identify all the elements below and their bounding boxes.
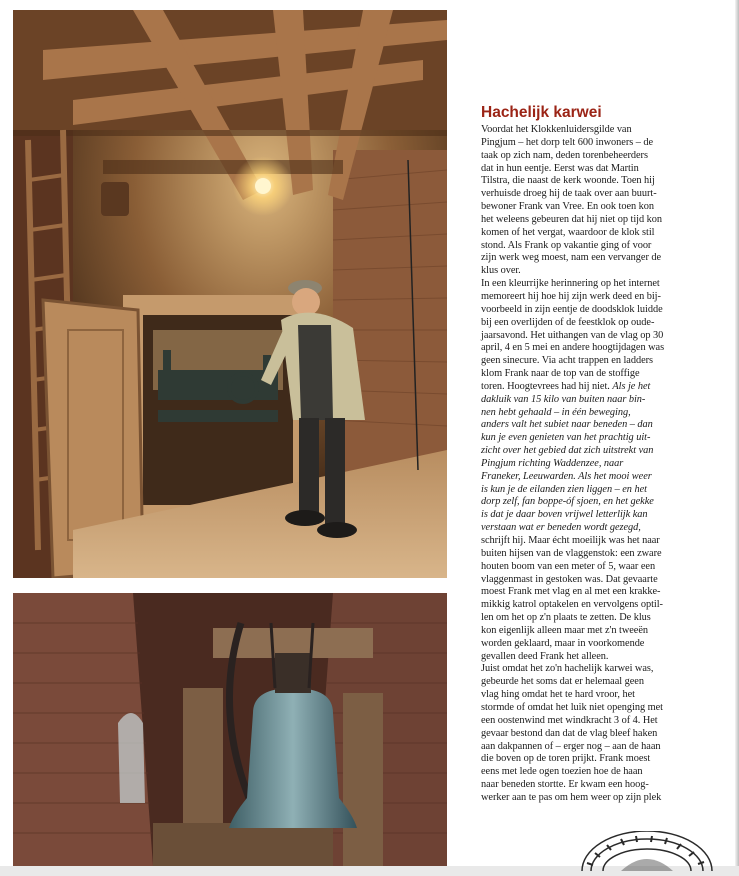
text-line: gebeurde het soms dat er helemaal geen [481, 676, 644, 688]
gear-stamp-icon [577, 831, 717, 871]
text-line: Pingjum richting Waddenzee, naar [481, 457, 624, 469]
text-line: gevaar bestond dan dat de vlag bleef haken [481, 727, 658, 739]
text-line: Juist omdat het zo'n hachelijk karwei was, [481, 663, 654, 675]
text-line: buiten hijsen van de vlaggenstok: een zware [481, 547, 662, 559]
text-line: is kun je de eilanden zien liggen – en het [481, 483, 647, 495]
text-line: naar beneden stortte. Er kwam een hoog- [481, 779, 649, 791]
text-line: dorp zelf, fan boppe-óf sjoen, en het gekke [481, 496, 654, 508]
text-line: werker aan te pas om hem weer op zijn plek [481, 791, 662, 803]
clock-room-photo [13, 10, 447, 578]
text-line: stond. Als Frank op vakantie ging of voor [481, 239, 652, 251]
text-line: voorbeeld in zijn eentje de doodsklok luidde [481, 303, 663, 315]
text-line: In een kleurrijke herinnering op het internet [481, 278, 660, 290]
text-line: Pingjum – het dorp telt 600 inwoners – de [481, 136, 654, 148]
text-line: een oostenwind met windkracht 3 of 4. Het [481, 714, 658, 726]
text-line: verstaan wat er beneden wordt gezegd, [481, 522, 641, 534]
text-line: moest Frank met vlag en al met een krakke- [481, 586, 661, 598]
article-paragraph [481, 124, 693, 278]
text-line: dat in hun eentje. Eerst was dat Martin [481, 162, 639, 174]
text-line: schrijft hij. Maar écht moeilijk was het naar [481, 535, 660, 546]
text-line: zijn werk weg moest, nam een vervanger de [481, 252, 662, 264]
text-line: klus over. [481, 265, 521, 277]
text-line: worden geklaard, maar in voorkomende [481, 637, 645, 649]
text-line: eens met lede ogen toezien hoe de haan [481, 766, 643, 778]
text-line: kon eigenlijk alleen maar met z'n tweeën [481, 624, 649, 636]
text-line: memoreert hij hoe hij zijn werk deed en bij- [481, 290, 661, 302]
text-line: gevallen deed Frank het alleen. [481, 650, 609, 662]
text-line: len om het op z'n plaats te zetten. De klus [481, 612, 651, 624]
text-line: anders valt het subiet naar beneden – dan [481, 419, 653, 431]
text-line: verhuisde droeg hij de taak over aan buurt- [481, 188, 657, 200]
text-line: april, 4 en 5 mei en andere hoogtijdagen was [481, 342, 665, 354]
text-line: bewoner Frank van Vree. En ook toen kon [481, 201, 655, 213]
text-line: bij een overlijden of de feestklok op oude- [481, 316, 655, 328]
text-line: klom Frank naar de top van de stoffige [481, 368, 640, 380]
text-line: Franeker, Leeuwarden. Als het mooi weer [481, 470, 652, 482]
text-line: stormde of omdat het luik niet openging met [481, 701, 663, 713]
article-paragraph [481, 278, 693, 663]
text-line: Voordat het Klokkenluidersgilde van [481, 124, 632, 135]
text-line: jaarsavond. Het uithangen van de vlag op 30 [481, 329, 664, 341]
text-line: nen hebt gehaald – in één beweging, [481, 406, 631, 418]
text-line: geen sinecure. Via acht trappen en ladders [481, 355, 653, 367]
text-line: taak op zich nam, deden torenbeheerders [481, 149, 648, 161]
text-line: toren. Hoogtevrees had hij niet. Als je het [481, 380, 651, 392]
article-paragraph [481, 663, 693, 804]
text-line: Tilstra, die naast de kerk woonde. Toen hij [481, 175, 655, 187]
article-column [481, 104, 693, 805]
bell-photo [13, 593, 447, 866]
text-line: is dat je daar boven vrijwel letterlijk kan [481, 509, 648, 521]
article-body [481, 124, 693, 805]
text-line: kun je even genieten van het prachtig uit- [481, 432, 651, 444]
text-line: vlaggenmast in gestoken was. Dat gevaarte [481, 573, 658, 585]
text-line: komen of het vergat, waardoor de klok stil [481, 226, 655, 238]
text-line: mikkig katrol optakelen en vervolgens optil- [481, 599, 663, 611]
text-line: houten boom van een meter of 5, waar een [481, 560, 656, 572]
text-line: die boven op de toren prijkt. Frank moest [481, 753, 651, 765]
text-line: aan dakpannen of – erger nog – aan de haan [481, 740, 661, 752]
text-line: zicht over het gebied dat zich uitstrekt van [481, 445, 654, 457]
text-line: dakluik van 15 kilo van buiten naar bin- [481, 393, 646, 405]
article-headline: Hachelijk karwei [481, 104, 602, 121]
page-edge [735, 0, 739, 866]
text-line-italic-tail: Als je het [612, 380, 651, 392]
text-line: het weleens gebeuren dat hij niet op tijd kon [481, 213, 663, 225]
text-line: vlag hing omdat het te hard vroor, het [481, 689, 635, 701]
